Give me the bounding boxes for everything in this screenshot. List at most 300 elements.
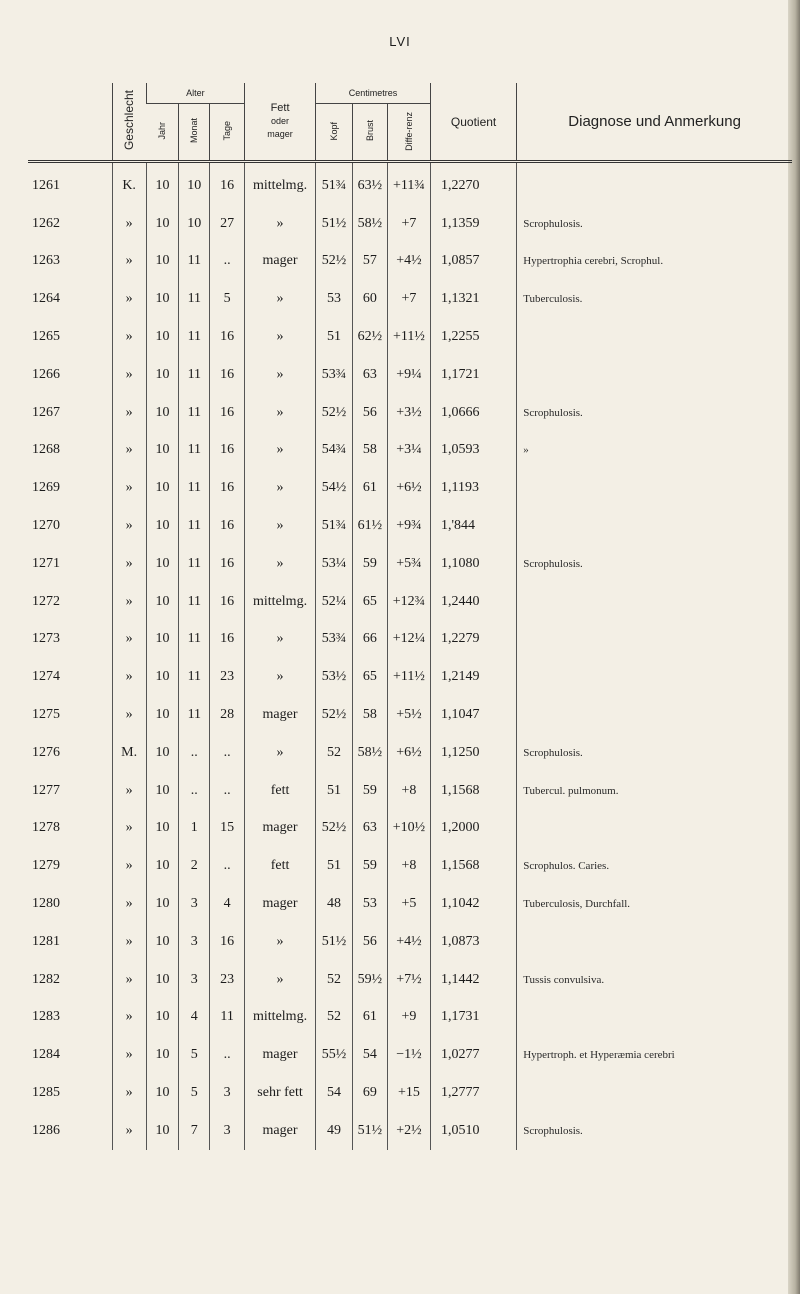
cell-jahr: 10 xyxy=(146,999,179,1037)
cell-monat: 11 xyxy=(179,621,210,659)
cell-monat: 10 xyxy=(179,162,210,205)
cell-monat: 11 xyxy=(179,243,210,281)
row-number: 1270 xyxy=(32,518,60,534)
cell-quotient: 1,2270 xyxy=(430,162,516,205)
row-number: 1276 xyxy=(32,744,60,760)
row-number: 1262 xyxy=(32,215,60,231)
row-number: 1265 xyxy=(32,329,60,345)
cell-differenz: +5¾ xyxy=(387,545,430,583)
header-fett: Fett oder mager xyxy=(245,83,316,162)
cell-monat: 11 xyxy=(179,545,210,583)
table-row xyxy=(28,734,792,772)
cell-kopf: 53¾ xyxy=(315,621,352,659)
cell-monat: 11 xyxy=(179,507,210,545)
cell-quotient: 1,1721 xyxy=(430,356,516,394)
cell-brust: 63 xyxy=(352,810,387,848)
cell-diagnose: Tubercul. pulmonum. xyxy=(517,772,792,810)
cell-tage: .. xyxy=(210,1036,245,1074)
header-diagnose: Diagnose und Anmerkung xyxy=(517,83,792,162)
cell-diagnose: Scrophulosis. xyxy=(517,1112,792,1150)
header-jahr: Jahr xyxy=(157,122,168,140)
cell-quotient: 1,2255 xyxy=(430,318,516,356)
row-number: 1275 xyxy=(32,707,60,723)
cell-geschlecht: M. xyxy=(112,734,146,772)
cell-differenz: +3¼ xyxy=(387,432,430,470)
header-tage: Tage xyxy=(210,104,245,162)
cell-differenz: +6½ xyxy=(387,734,430,772)
header-brust: Brust xyxy=(352,104,387,162)
cell-diagnose: Scrophulos. Caries. xyxy=(517,847,792,885)
cell-monat: .. xyxy=(179,772,210,810)
cell-brust: 65 xyxy=(352,583,387,621)
table-row xyxy=(28,1036,792,1074)
cell-monat: 1 xyxy=(179,810,210,848)
cell-diagnose: Scrophulosis. xyxy=(517,205,792,243)
table-row xyxy=(28,696,792,734)
cell-geschlecht: » xyxy=(112,356,146,394)
cell-jahr: 10 xyxy=(146,280,179,318)
cell-geschlecht: » xyxy=(112,885,146,923)
cell-tage: .. xyxy=(210,847,245,885)
cell-fett: » xyxy=(245,318,316,356)
cell-quotient: 1,2149 xyxy=(430,658,516,696)
row-number: 1284 xyxy=(32,1047,60,1063)
cell-jahr: 10 xyxy=(146,243,179,281)
cell-fett: » xyxy=(245,205,316,243)
cell-differenz: +7 xyxy=(387,205,430,243)
cell-brust: 53 xyxy=(352,885,387,923)
table-row xyxy=(28,923,792,961)
table-row xyxy=(28,318,792,356)
cell-fett: mager xyxy=(245,696,316,734)
cell-brust: 61 xyxy=(352,999,387,1037)
table-row xyxy=(28,847,792,885)
cell-kopf: 55½ xyxy=(315,1036,352,1074)
cell-geschlecht: » xyxy=(112,658,146,696)
cell-fett: mager xyxy=(245,243,316,281)
cell-kopf: 51¾ xyxy=(315,162,352,205)
cell-brust: 51½ xyxy=(352,1112,387,1150)
cell-fett: fett xyxy=(245,847,316,885)
row-number: 1266 xyxy=(32,366,60,382)
table-row xyxy=(28,394,792,432)
header-differenz: Diffe-renz xyxy=(387,104,430,162)
cell-kopf: 52 xyxy=(315,999,352,1037)
cell-fett: » xyxy=(245,280,316,318)
cell-jahr: 10 xyxy=(146,847,179,885)
cell-differenz: +12¾ xyxy=(387,583,430,621)
table-row xyxy=(28,1112,792,1150)
cell-geschlecht: » xyxy=(112,999,146,1037)
cell-fett: » xyxy=(245,658,316,696)
cell-kopf: 51½ xyxy=(315,205,352,243)
cell-tage: 16 xyxy=(210,318,245,356)
cell-monat: 11 xyxy=(179,318,210,356)
cell-kopf: 52 xyxy=(315,734,352,772)
cell-jahr: 10 xyxy=(146,583,179,621)
cell-monat: 11 xyxy=(179,280,210,318)
cell-differenz: +8 xyxy=(387,772,430,810)
row-number: 1277 xyxy=(32,782,60,798)
header-centimetres: Centimetres xyxy=(315,83,430,104)
cell-quotient: 1,0510 xyxy=(430,1112,516,1150)
cell-jahr: 10 xyxy=(146,432,179,470)
cell-diagnose xyxy=(517,318,792,356)
table-row xyxy=(28,162,792,205)
cell-diagnose: Scrophulosis. xyxy=(517,394,792,432)
cell-fett: mittelmg. xyxy=(245,162,316,205)
cell-differenz: +5 xyxy=(387,885,430,923)
row-number: 1263 xyxy=(32,253,60,269)
row-number: 1269 xyxy=(32,480,60,496)
cell-quotient: 1,2000 xyxy=(430,810,516,848)
cell-geschlecht: » xyxy=(112,318,146,356)
cell-diagnose xyxy=(517,658,792,696)
cell-fett: » xyxy=(245,923,316,961)
cell-geschlecht: » xyxy=(112,847,146,885)
cell-diagnose xyxy=(517,923,792,961)
cell-tage: 3 xyxy=(210,1112,245,1150)
cell-quotient: 1,2777 xyxy=(430,1074,516,1112)
cell-geschlecht: » xyxy=(112,696,146,734)
cell-differenz: +2½ xyxy=(387,1112,430,1150)
cell-jahr: 10 xyxy=(146,696,179,734)
header-geschlecht: Geschlecht xyxy=(112,83,146,162)
page-number: LVI xyxy=(389,34,411,49)
row-number: 1274 xyxy=(32,669,60,685)
cell-jahr: 10 xyxy=(146,205,179,243)
cell-quotient: 1,0666 xyxy=(430,394,516,432)
row-number: 1261 xyxy=(32,177,60,193)
cell-kopf: 52 xyxy=(315,961,352,999)
cell-fett: » xyxy=(245,734,316,772)
table-body xyxy=(28,162,792,1150)
row-number: 1285 xyxy=(32,1085,60,1101)
cell-brust: 58 xyxy=(352,432,387,470)
cell-tage: 28 xyxy=(210,696,245,734)
cell-quotient: 1,1047 xyxy=(430,696,516,734)
cell-brust: 69 xyxy=(352,1074,387,1112)
table-row xyxy=(28,507,792,545)
cell-kopf: 51 xyxy=(315,318,352,356)
cell-fett: » xyxy=(245,507,316,545)
cell-kopf: 51½ xyxy=(315,923,352,961)
cell-geschlecht: » xyxy=(112,961,146,999)
cell-tage: 27 xyxy=(210,205,245,243)
cell-jahr: 10 xyxy=(146,923,179,961)
cell-differenz: −1½ xyxy=(387,1036,430,1074)
cell-jahr: 10 xyxy=(146,162,179,205)
cell-fett: » xyxy=(245,432,316,470)
table-row xyxy=(28,205,792,243)
cell-differenz: +5½ xyxy=(387,696,430,734)
cell-differenz: +12¼ xyxy=(387,621,430,659)
cell-diagnose xyxy=(517,810,792,848)
cell-kopf: 53¼ xyxy=(315,545,352,583)
table-row xyxy=(28,432,792,470)
cell-jahr: 10 xyxy=(146,394,179,432)
table-row xyxy=(28,961,792,999)
cell-monat: 5 xyxy=(179,1074,210,1112)
row-number: 1286 xyxy=(32,1122,60,1138)
cell-brust: 62½ xyxy=(352,318,387,356)
cell-fett: mager xyxy=(245,885,316,923)
cell-quotient: 1,1731 xyxy=(430,999,516,1037)
header-quotient: Quotient xyxy=(430,83,516,162)
cell-brust: 58½ xyxy=(352,205,387,243)
cell-fett: mager xyxy=(245,1036,316,1074)
cell-kopf: 51 xyxy=(315,847,352,885)
measurement-table xyxy=(28,83,792,1150)
table-row xyxy=(28,885,792,923)
cell-kopf: 52¼ xyxy=(315,583,352,621)
cell-jahr: 10 xyxy=(146,658,179,696)
cell-quotient: 1,'844 xyxy=(430,507,516,545)
cell-differenz: +9¼ xyxy=(387,356,430,394)
cell-monat: 11 xyxy=(179,583,210,621)
cell-jahr: 10 xyxy=(146,318,179,356)
cell-tage: 16 xyxy=(210,507,245,545)
cell-tage: 5 xyxy=(210,280,245,318)
cell-diagnose: Scrophulosis. xyxy=(517,734,792,772)
cell-quotient: 1,1193 xyxy=(430,469,516,507)
cell-kopf: 52½ xyxy=(315,243,352,281)
table-row xyxy=(28,280,792,318)
cell-tage: 23 xyxy=(210,961,245,999)
table-row xyxy=(28,469,792,507)
cell-brust: 56 xyxy=(352,394,387,432)
cell-jahr: 10 xyxy=(146,772,179,810)
table-row xyxy=(28,621,792,659)
header-kopf: Kopf xyxy=(315,104,352,162)
cell-kopf: 52½ xyxy=(315,394,352,432)
cell-diagnose: Hypertrophia cerebri, Scrophul. xyxy=(517,243,792,281)
cell-differenz: +11½ xyxy=(387,318,430,356)
cell-brust: 66 xyxy=(352,621,387,659)
cell-quotient: 1,0857 xyxy=(430,243,516,281)
cell-kopf: 54 xyxy=(315,1074,352,1112)
cell-brust: 58 xyxy=(352,696,387,734)
row-number: 1280 xyxy=(32,896,60,912)
cell-kopf: 53½ xyxy=(315,658,352,696)
cell-geschlecht: » xyxy=(112,621,146,659)
cell-kopf: 52½ xyxy=(315,696,352,734)
cell-geschlecht: » xyxy=(112,583,146,621)
cell-differenz: +8 xyxy=(387,847,430,885)
cell-differenz: +9 xyxy=(387,999,430,1037)
cell-jahr: 10 xyxy=(146,885,179,923)
cell-differenz: +6½ xyxy=(387,469,430,507)
cell-brust: 61 xyxy=(352,469,387,507)
cell-monat: 11 xyxy=(179,469,210,507)
cell-brust: 65 xyxy=(352,658,387,696)
cell-fett: sehr fett xyxy=(245,1074,316,1112)
cell-quotient: 1,1250 xyxy=(430,734,516,772)
cell-kopf: 48 xyxy=(315,885,352,923)
cell-diagnose xyxy=(517,621,792,659)
cell-tage: .. xyxy=(210,243,245,281)
cell-tage: 16 xyxy=(210,432,245,470)
cell-diagnose: Scrophulosis. xyxy=(517,545,792,583)
cell-monat: 10 xyxy=(179,205,210,243)
cell-geschlecht: K. xyxy=(112,162,146,205)
header-monat: Monat xyxy=(179,104,210,162)
cell-diagnose: Hypertroph. et Hyperæmia cerebri xyxy=(517,1036,792,1074)
table-row xyxy=(28,243,792,281)
cell-tage: .. xyxy=(210,734,245,772)
cell-monat: 5 xyxy=(179,1036,210,1074)
cell-diagnose: » xyxy=(517,432,792,470)
cell-monat: 4 xyxy=(179,999,210,1037)
cell-fett: » xyxy=(245,394,316,432)
row-number: 1268 xyxy=(32,442,60,458)
row-number: 1271 xyxy=(32,555,60,571)
cell-monat: 11 xyxy=(179,696,210,734)
table-row xyxy=(28,545,792,583)
table-row xyxy=(28,772,792,810)
cell-kopf: 53 xyxy=(315,280,352,318)
cell-monat: 3 xyxy=(179,923,210,961)
cell-geschlecht: » xyxy=(112,810,146,848)
cell-geschlecht: » xyxy=(112,772,146,810)
cell-fett: » xyxy=(245,356,316,394)
cell-jahr: 10 xyxy=(146,961,179,999)
cell-diagnose xyxy=(517,507,792,545)
cell-jahr: 10 xyxy=(146,1074,179,1112)
cell-diagnose xyxy=(517,469,792,507)
cell-quotient: 1,0593 xyxy=(430,432,516,470)
row-number: 1264 xyxy=(32,291,60,307)
cell-tage: 16 xyxy=(210,545,245,583)
cell-diagnose xyxy=(517,583,792,621)
row-number: 1272 xyxy=(32,593,60,609)
cell-tage: 16 xyxy=(210,621,245,659)
cell-jahr: 10 xyxy=(146,1112,179,1150)
cell-brust: 63½ xyxy=(352,162,387,205)
cell-geschlecht: » xyxy=(112,1112,146,1150)
row-number: 1281 xyxy=(32,933,60,949)
cell-quotient: 1,1568 xyxy=(430,847,516,885)
cell-monat: 3 xyxy=(179,885,210,923)
cell-kopf: 51¾ xyxy=(315,507,352,545)
cell-tage: 16 xyxy=(210,394,245,432)
cell-geschlecht: » xyxy=(112,432,146,470)
cell-brust: 57 xyxy=(352,243,387,281)
cell-diagnose xyxy=(517,162,792,205)
cell-brust: 59 xyxy=(352,847,387,885)
cell-quotient: 1,1359 xyxy=(430,205,516,243)
cell-quotient: 1,1568 xyxy=(430,772,516,810)
cell-differenz: +4½ xyxy=(387,923,430,961)
cell-fett: fett xyxy=(245,772,316,810)
cell-jahr: 10 xyxy=(146,810,179,848)
cell-jahr: 10 xyxy=(146,356,179,394)
cell-tage: 16 xyxy=(210,583,245,621)
cell-differenz: +11½ xyxy=(387,658,430,696)
cell-brust: 61½ xyxy=(352,507,387,545)
cell-quotient: 1,2440 xyxy=(430,583,516,621)
cell-diagnose xyxy=(517,1074,792,1112)
cell-tage: 3 xyxy=(210,1074,245,1112)
cell-diagnose xyxy=(517,999,792,1037)
cell-brust: 63 xyxy=(352,356,387,394)
cell-tage: 16 xyxy=(210,162,245,205)
cell-differenz: +15 xyxy=(387,1074,430,1112)
cell-geschlecht: » xyxy=(112,469,146,507)
cell-tage: 4 xyxy=(210,885,245,923)
table-row xyxy=(28,583,792,621)
cell-kopf: 52½ xyxy=(315,810,352,848)
cell-quotient: 1,1321 xyxy=(430,280,516,318)
cell-differenz: +7½ xyxy=(387,961,430,999)
cell-quotient: 1,1080 xyxy=(430,545,516,583)
cell-differenz: +7 xyxy=(387,280,430,318)
cell-diagnose: Tuberculosis. xyxy=(517,280,792,318)
cell-tage: 16 xyxy=(210,469,245,507)
cell-monat: 11 xyxy=(179,356,210,394)
cell-fett: mager xyxy=(245,810,316,848)
cell-diagnose: Tuberculosis, Durchfall. xyxy=(517,885,792,923)
cell-jahr: 10 xyxy=(146,621,179,659)
cell-diagnose xyxy=(517,696,792,734)
cell-fett: » xyxy=(245,469,316,507)
cell-jahr: 10 xyxy=(146,469,179,507)
cell-monat: 11 xyxy=(179,432,210,470)
cell-brust: 58½ xyxy=(352,734,387,772)
cell-geschlecht: » xyxy=(112,923,146,961)
cell-brust: 59½ xyxy=(352,961,387,999)
cell-geschlecht: » xyxy=(112,243,146,281)
table-row xyxy=(28,1074,792,1112)
cell-geschlecht: » xyxy=(112,507,146,545)
cell-brust: 59 xyxy=(352,772,387,810)
cell-differenz: +9¾ xyxy=(387,507,430,545)
row-number: 1278 xyxy=(32,820,60,836)
header-alter: Alter xyxy=(146,83,245,104)
cell-brust: 54 xyxy=(352,1036,387,1074)
table-row xyxy=(28,356,792,394)
cell-geschlecht: » xyxy=(112,1074,146,1112)
cell-fett: mittelmg. xyxy=(245,999,316,1037)
cell-kopf: 51 xyxy=(315,772,352,810)
cell-differenz: +3½ xyxy=(387,394,430,432)
cell-differenz: +4½ xyxy=(387,243,430,281)
row-number: 1282 xyxy=(32,971,60,987)
row-number: 1279 xyxy=(32,858,60,874)
cell-monat: 2 xyxy=(179,847,210,885)
cell-quotient: 1,0873 xyxy=(430,923,516,961)
cell-brust: 60 xyxy=(352,280,387,318)
cell-tage: 16 xyxy=(210,923,245,961)
cell-jahr: 10 xyxy=(146,1036,179,1074)
cell-quotient: 1,1442 xyxy=(430,961,516,999)
cell-jahr: 10 xyxy=(146,734,179,772)
cell-monat: 3 xyxy=(179,961,210,999)
cell-kopf: 54½ xyxy=(315,469,352,507)
cell-tage: 16 xyxy=(210,356,245,394)
cell-kopf: 54¾ xyxy=(315,432,352,470)
cell-diagnose xyxy=(517,356,792,394)
cell-quotient: 1,2279 xyxy=(430,621,516,659)
cell-geschlecht: » xyxy=(112,394,146,432)
cell-kopf: 53¾ xyxy=(315,356,352,394)
cell-tage: 15 xyxy=(210,810,245,848)
table-row xyxy=(28,810,792,848)
table-row xyxy=(28,658,792,696)
cell-monat: .. xyxy=(179,734,210,772)
cell-fett: » xyxy=(245,545,316,583)
cell-differenz: +11¾ xyxy=(387,162,430,205)
